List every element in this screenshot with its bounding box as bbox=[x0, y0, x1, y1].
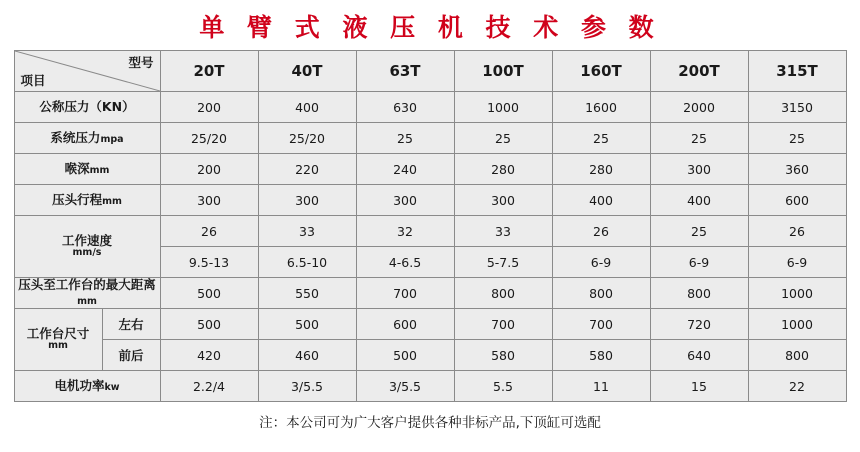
cell-ram-stroke-63t: 300 bbox=[356, 185, 454, 216]
row-label-working-speed-text: 工作速度 bbox=[61, 232, 112, 248]
cell-max-distance-40t: 550 bbox=[258, 278, 356, 309]
cell-system-pressure-200t: 25 bbox=[650, 123, 748, 154]
model-header-315t: 315T bbox=[748, 51, 846, 92]
cell-working-speed-fast-100t: 33 bbox=[454, 216, 552, 247]
row-label-system-pressure-text: 系统压力 bbox=[50, 129, 101, 145]
cell-nominal-pressure-315t: 3150 bbox=[748, 92, 846, 123]
table-row bbox=[14, 154, 846, 185]
row-label-motor-power bbox=[14, 371, 160, 402]
cell-working-speed-fast-20t: 26 bbox=[160, 216, 258, 247]
cell-ram-stroke-100t: 300 bbox=[454, 185, 552, 216]
row-label-ram-stroke bbox=[14, 185, 160, 216]
cell-table-size-lr-20t: 500 bbox=[160, 309, 258, 340]
table-row bbox=[14, 216, 846, 247]
cell-table-size-fb-315t: 800 bbox=[748, 340, 846, 371]
cell-throat-depth-40t: 220 bbox=[258, 154, 356, 185]
row-label-max-distance-text: 压头至工作台的最大距离 bbox=[18, 277, 156, 293]
row-unit-ram-stroke: mm bbox=[102, 195, 122, 207]
table-row bbox=[14, 92, 846, 123]
cell-motor-power-160t: 11 bbox=[552, 371, 650, 402]
cell-ram-stroke-40t: 300 bbox=[258, 185, 356, 216]
row-label-throat-depth-text: 喉深 bbox=[64, 160, 90, 176]
model-header-40t: 40T bbox=[258, 51, 356, 92]
cell-working-speed-slow-20t: 9.5-13 bbox=[160, 247, 258, 278]
cell-motor-power-20t: 2.2/4 bbox=[160, 371, 258, 402]
cell-ram-stroke-20t: 300 bbox=[160, 185, 258, 216]
cell-working-speed-fast-40t: 33 bbox=[258, 216, 356, 247]
row-label-working-speed bbox=[14, 216, 160, 278]
row-label-nominal-pressure: 公称压力（KN） bbox=[14, 92, 160, 123]
cell-motor-power-40t: 3/5.5 bbox=[258, 371, 356, 402]
cell-table-size-fb-160t: 580 bbox=[552, 340, 650, 371]
table-row bbox=[14, 340, 846, 371]
model-header-160t: 160T bbox=[552, 51, 650, 92]
cell-motor-power-100t: 5.5 bbox=[454, 371, 552, 402]
cell-table-size-fb-63t: 500 bbox=[356, 340, 454, 371]
corner-model-label: 型号 bbox=[128, 55, 154, 70]
cell-max-distance-63t: 700 bbox=[356, 278, 454, 309]
cell-system-pressure-100t: 25 bbox=[454, 123, 552, 154]
cell-max-distance-160t: 800 bbox=[552, 278, 650, 309]
cell-nominal-pressure-200t: 2000 bbox=[650, 92, 748, 123]
cell-system-pressure-315t: 25 bbox=[748, 123, 846, 154]
cell-table-size-lr-200t: 720 bbox=[650, 309, 748, 340]
row-sublabel-left-right: 左右 bbox=[102, 309, 160, 340]
row-unit-motor-power: kw bbox=[104, 381, 120, 393]
row-unit-throat-depth: mm bbox=[89, 164, 110, 176]
cell-nominal-pressure-100t: 1000 bbox=[454, 92, 552, 123]
row-label-max-distance bbox=[14, 278, 160, 309]
model-header-20t: 20T bbox=[160, 51, 258, 92]
row-label-motor-power-text: 电机功率 bbox=[54, 377, 105, 393]
row-sublabel-front-back: 前后 bbox=[102, 340, 160, 371]
page-title: 单 臂 式 液 压 机 技 术 参 数 bbox=[199, 13, 661, 42]
cell-working-speed-slow-63t: 4-6.5 bbox=[356, 247, 454, 278]
cell-motor-power-63t: 3/5.5 bbox=[356, 371, 454, 402]
row-label-table-size bbox=[14, 309, 102, 371]
row-label-ram-stroke-text: 压头行程 bbox=[52, 191, 103, 207]
cell-table-size-fb-40t: 460 bbox=[258, 340, 356, 371]
cell-nominal-pressure-63t: 630 bbox=[356, 92, 454, 123]
cell-throat-depth-20t: 200 bbox=[160, 154, 258, 185]
row-label-table-size-text: 工作台尺寸 bbox=[26, 325, 90, 341]
cell-working-speed-fast-200t: 25 bbox=[650, 216, 748, 247]
cell-system-pressure-63t: 25 bbox=[356, 123, 454, 154]
row-label-throat-depth bbox=[14, 154, 160, 185]
cell-table-size-lr-63t: 600 bbox=[356, 309, 454, 340]
cell-system-pressure-20t: 25/20 bbox=[160, 123, 258, 154]
cell-table-size-fb-20t: 420 bbox=[160, 340, 258, 371]
cell-max-distance-20t: 500 bbox=[160, 278, 258, 309]
row-unit-system-pressure: mpa bbox=[100, 133, 124, 145]
row-label-system-pressure bbox=[14, 123, 160, 154]
cell-throat-depth-315t: 360 bbox=[748, 154, 846, 185]
footer-note: 注：本公司可为广大客户提供各种非标产品,下顶缸可选配 bbox=[259, 415, 601, 431]
cell-table-size-lr-315t: 1000 bbox=[748, 309, 846, 340]
model-header-63t: 63T bbox=[356, 51, 454, 92]
cell-max-distance-200t: 800 bbox=[650, 278, 748, 309]
specifications-table bbox=[14, 50, 847, 402]
model-header-100t: 100T bbox=[454, 51, 552, 92]
cell-system-pressure-160t: 25 bbox=[552, 123, 650, 154]
table-row bbox=[14, 123, 846, 154]
cell-throat-depth-63t: 240 bbox=[356, 154, 454, 185]
corner-cell bbox=[14, 51, 160, 92]
row-unit-working-speed: mm/s bbox=[72, 247, 102, 259]
model-header-200t: 200T bbox=[650, 51, 748, 92]
cell-max-distance-100t: 800 bbox=[454, 278, 552, 309]
cell-table-size-lr-100t: 700 bbox=[454, 309, 552, 340]
row-unit-table-size: mm bbox=[48, 340, 68, 352]
cell-table-size-fb-200t: 640 bbox=[650, 340, 748, 371]
row-unit-max-distance: mm bbox=[77, 295, 97, 307]
cell-motor-power-200t: 15 bbox=[650, 371, 748, 402]
cell-ram-stroke-160t: 400 bbox=[552, 185, 650, 216]
cell-table-size-lr-160t: 700 bbox=[552, 309, 650, 340]
cell-nominal-pressure-160t: 1600 bbox=[552, 92, 650, 123]
cell-working-speed-slow-315t: 6-9 bbox=[748, 247, 846, 278]
cell-throat-depth-100t: 280 bbox=[454, 154, 552, 185]
cell-motor-power-315t: 22 bbox=[748, 371, 846, 402]
cell-ram-stroke-315t: 600 bbox=[748, 185, 846, 216]
cell-working-speed-slow-160t: 6-9 bbox=[552, 247, 650, 278]
corner-item-label: 项目 bbox=[20, 73, 46, 88]
table-row bbox=[14, 278, 846, 309]
table-header-row bbox=[14, 51, 846, 92]
cell-working-speed-fast-160t: 26 bbox=[552, 216, 650, 247]
table-row bbox=[14, 371, 846, 402]
cell-working-speed-fast-63t: 32 bbox=[356, 216, 454, 247]
cell-working-speed-slow-200t: 6-9 bbox=[650, 247, 748, 278]
cell-throat-depth-160t: 280 bbox=[552, 154, 650, 185]
cell-working-speed-slow-100t: 5-7.5 bbox=[454, 247, 552, 278]
cell-table-size-fb-100t: 580 bbox=[454, 340, 552, 371]
cell-table-size-lr-40t: 500 bbox=[258, 309, 356, 340]
cell-ram-stroke-200t: 400 bbox=[650, 185, 748, 216]
cell-throat-depth-200t: 300 bbox=[650, 154, 748, 185]
cell-working-speed-fast-315t: 26 bbox=[748, 216, 846, 247]
table-row bbox=[14, 185, 846, 216]
cell-nominal-pressure-40t: 400 bbox=[258, 92, 356, 123]
cell-nominal-pressure-20t: 200 bbox=[160, 92, 258, 123]
table-row bbox=[14, 309, 846, 340]
cell-system-pressure-40t: 25/20 bbox=[258, 123, 356, 154]
cell-working-speed-slow-40t: 6.5-10 bbox=[258, 247, 356, 278]
cell-max-distance-315t: 1000 bbox=[748, 278, 846, 309]
